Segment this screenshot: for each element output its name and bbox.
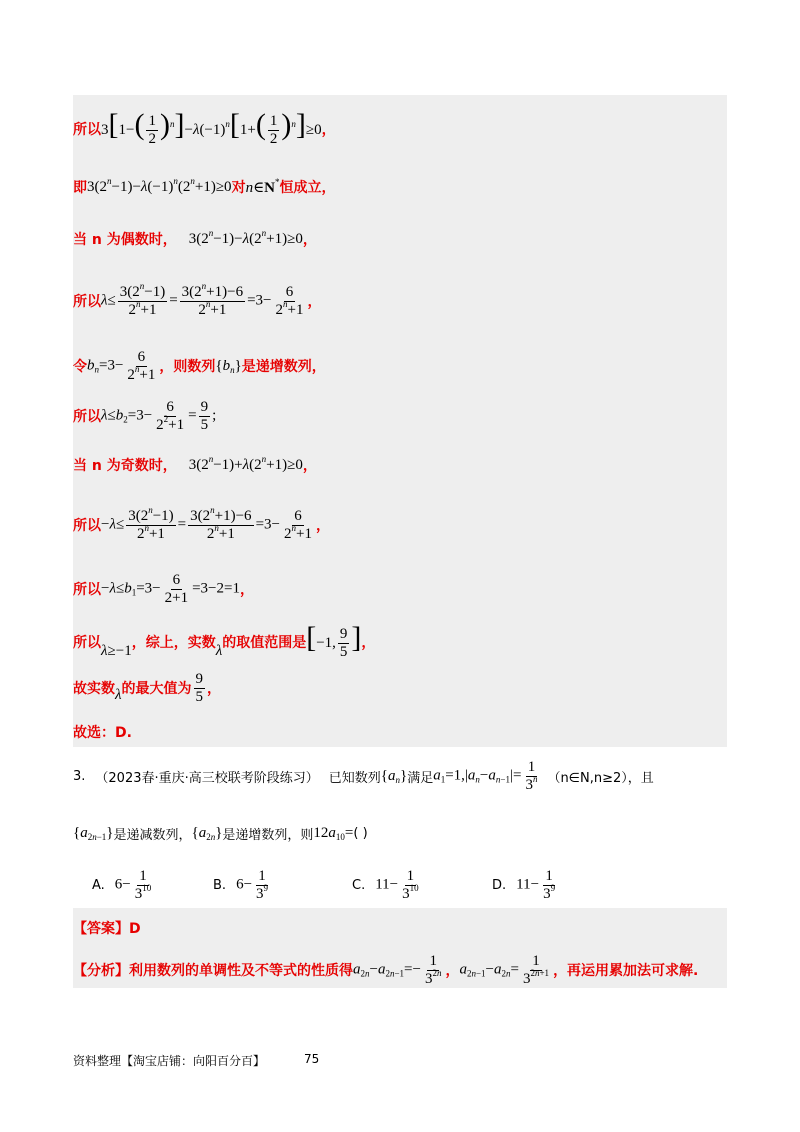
solution-line-4: 所以 λ≤ $\frac{3(2^n-1)}{2^n+1}$ = $\frac{3(2^n+1)-6}{2^n+1}$ =3− $\frac{6}{2^n+1}$ ，: [73, 281, 322, 318]
formula: 3[1−( $\frac{1}{2}$ )$^n]-\lambda(-1)^n[1+$( $\frac{1}{2}$ )$^n$]≥0: [101, 107, 322, 147]
question-line-1: 3. （2023春·重庆·高三校联考阶段练习） 已知数列 $\{a_n\}$ 满足 $a_1=1,|a_n-a_{n-1}|=$ $\frac{1}{3^n}$ （n∈N,n≥2），且: [73, 759, 654, 793]
solution-line-12: 故选：D.: [73, 725, 132, 741]
option-b[interactable]: B. 6− $\frac{1}{3^9}$: [213, 868, 269, 902]
solution-line-1: 所以 3[1−( $\frac{1}{2}$ )$^n]-\lambda(-1)^n[1+$( $\frac{1}{2}$ )$^n$]≥0 ，: [73, 107, 336, 147]
analysis-line: 【分析】利用数列的单调性及不等式的性质得 $a_{2n}-a_{2n-1}=-$ $\frac{1}{3^{2n}}$ ， $a_{2n-1}-a_{2n}=$ $\frac{1}{3^{2n+1}}$ ，再运用累加法可求解.: [73, 953, 699, 987]
option-d[interactable]: D. 11− $\frac{1}{3^9}$: [492, 868, 556, 902]
solution-line-6: 所以 $\lambda\le b_2=3-$ $\frac{6}{2^2+1}$ = $\frac{9}{5}$ ;: [73, 399, 217, 433]
option-c[interactable]: C. 11− $\frac{1}{3^{10}}$: [352, 868, 419, 902]
solution-line-3: 当 n 为偶数时， $3(2^n-1)-\lambda(2^n+1)\ge 0$ ，: [73, 227, 317, 248]
question-line-2: $\{a_{2n-1}\}$ 是递减数列， $\{a_{2n}\}$ 是递增数列，则 $12a_{10}=$ ( ): [73, 824, 368, 843]
solution-line-9: 所以 $-\lambda\le b_1=3-$ $\frac{6}{2+1}$ =3−2=1 ，: [73, 572, 254, 606]
solution-line-7: 当 n 为奇数时， $3(2^n-1)+\lambda(2^n+1)\ge 0$ ，: [73, 453, 317, 474]
page-number: 75: [304, 1052, 320, 1066]
option-a[interactable]: A. 6− $\frac{1}{3^{10}}$: [92, 868, 152, 902]
solution-line-2: 即 $3(2^n-1)-\lambda(-1)^n(2^n+1)\ge 0$ 对 n∈N* 恒成立，: [73, 175, 336, 196]
solution-line-11: 故实数 λ 的最大值为 $\frac{9}{5}$ ，: [73, 671, 221, 705]
solution-line-10: 所以 λ≥−1 ，综上，实数 λ 的取值范围是 [−1, $\frac{9}{5}$ ] ，: [73, 620, 376, 660]
footer-text: 资料整理【淘宝店铺：向阳百分百】: [73, 1054, 266, 1068]
solution-line-5: 令 $b_n=3-$ $\frac{6}{2^n+1}$ ，则数列 $\{b_n\}$ 是递增数列，: [73, 349, 326, 383]
solution-line-8: 所以 −λ≤ $\frac{3(2^n-1)}{2^n+1}$ = $\frac{3(2^n+1)-6}{2^n+1}$ =3− $\frac{6}{2^n+1}$ ，: [73, 505, 330, 542]
answer-line: 【答案】D: [73, 921, 141, 937]
